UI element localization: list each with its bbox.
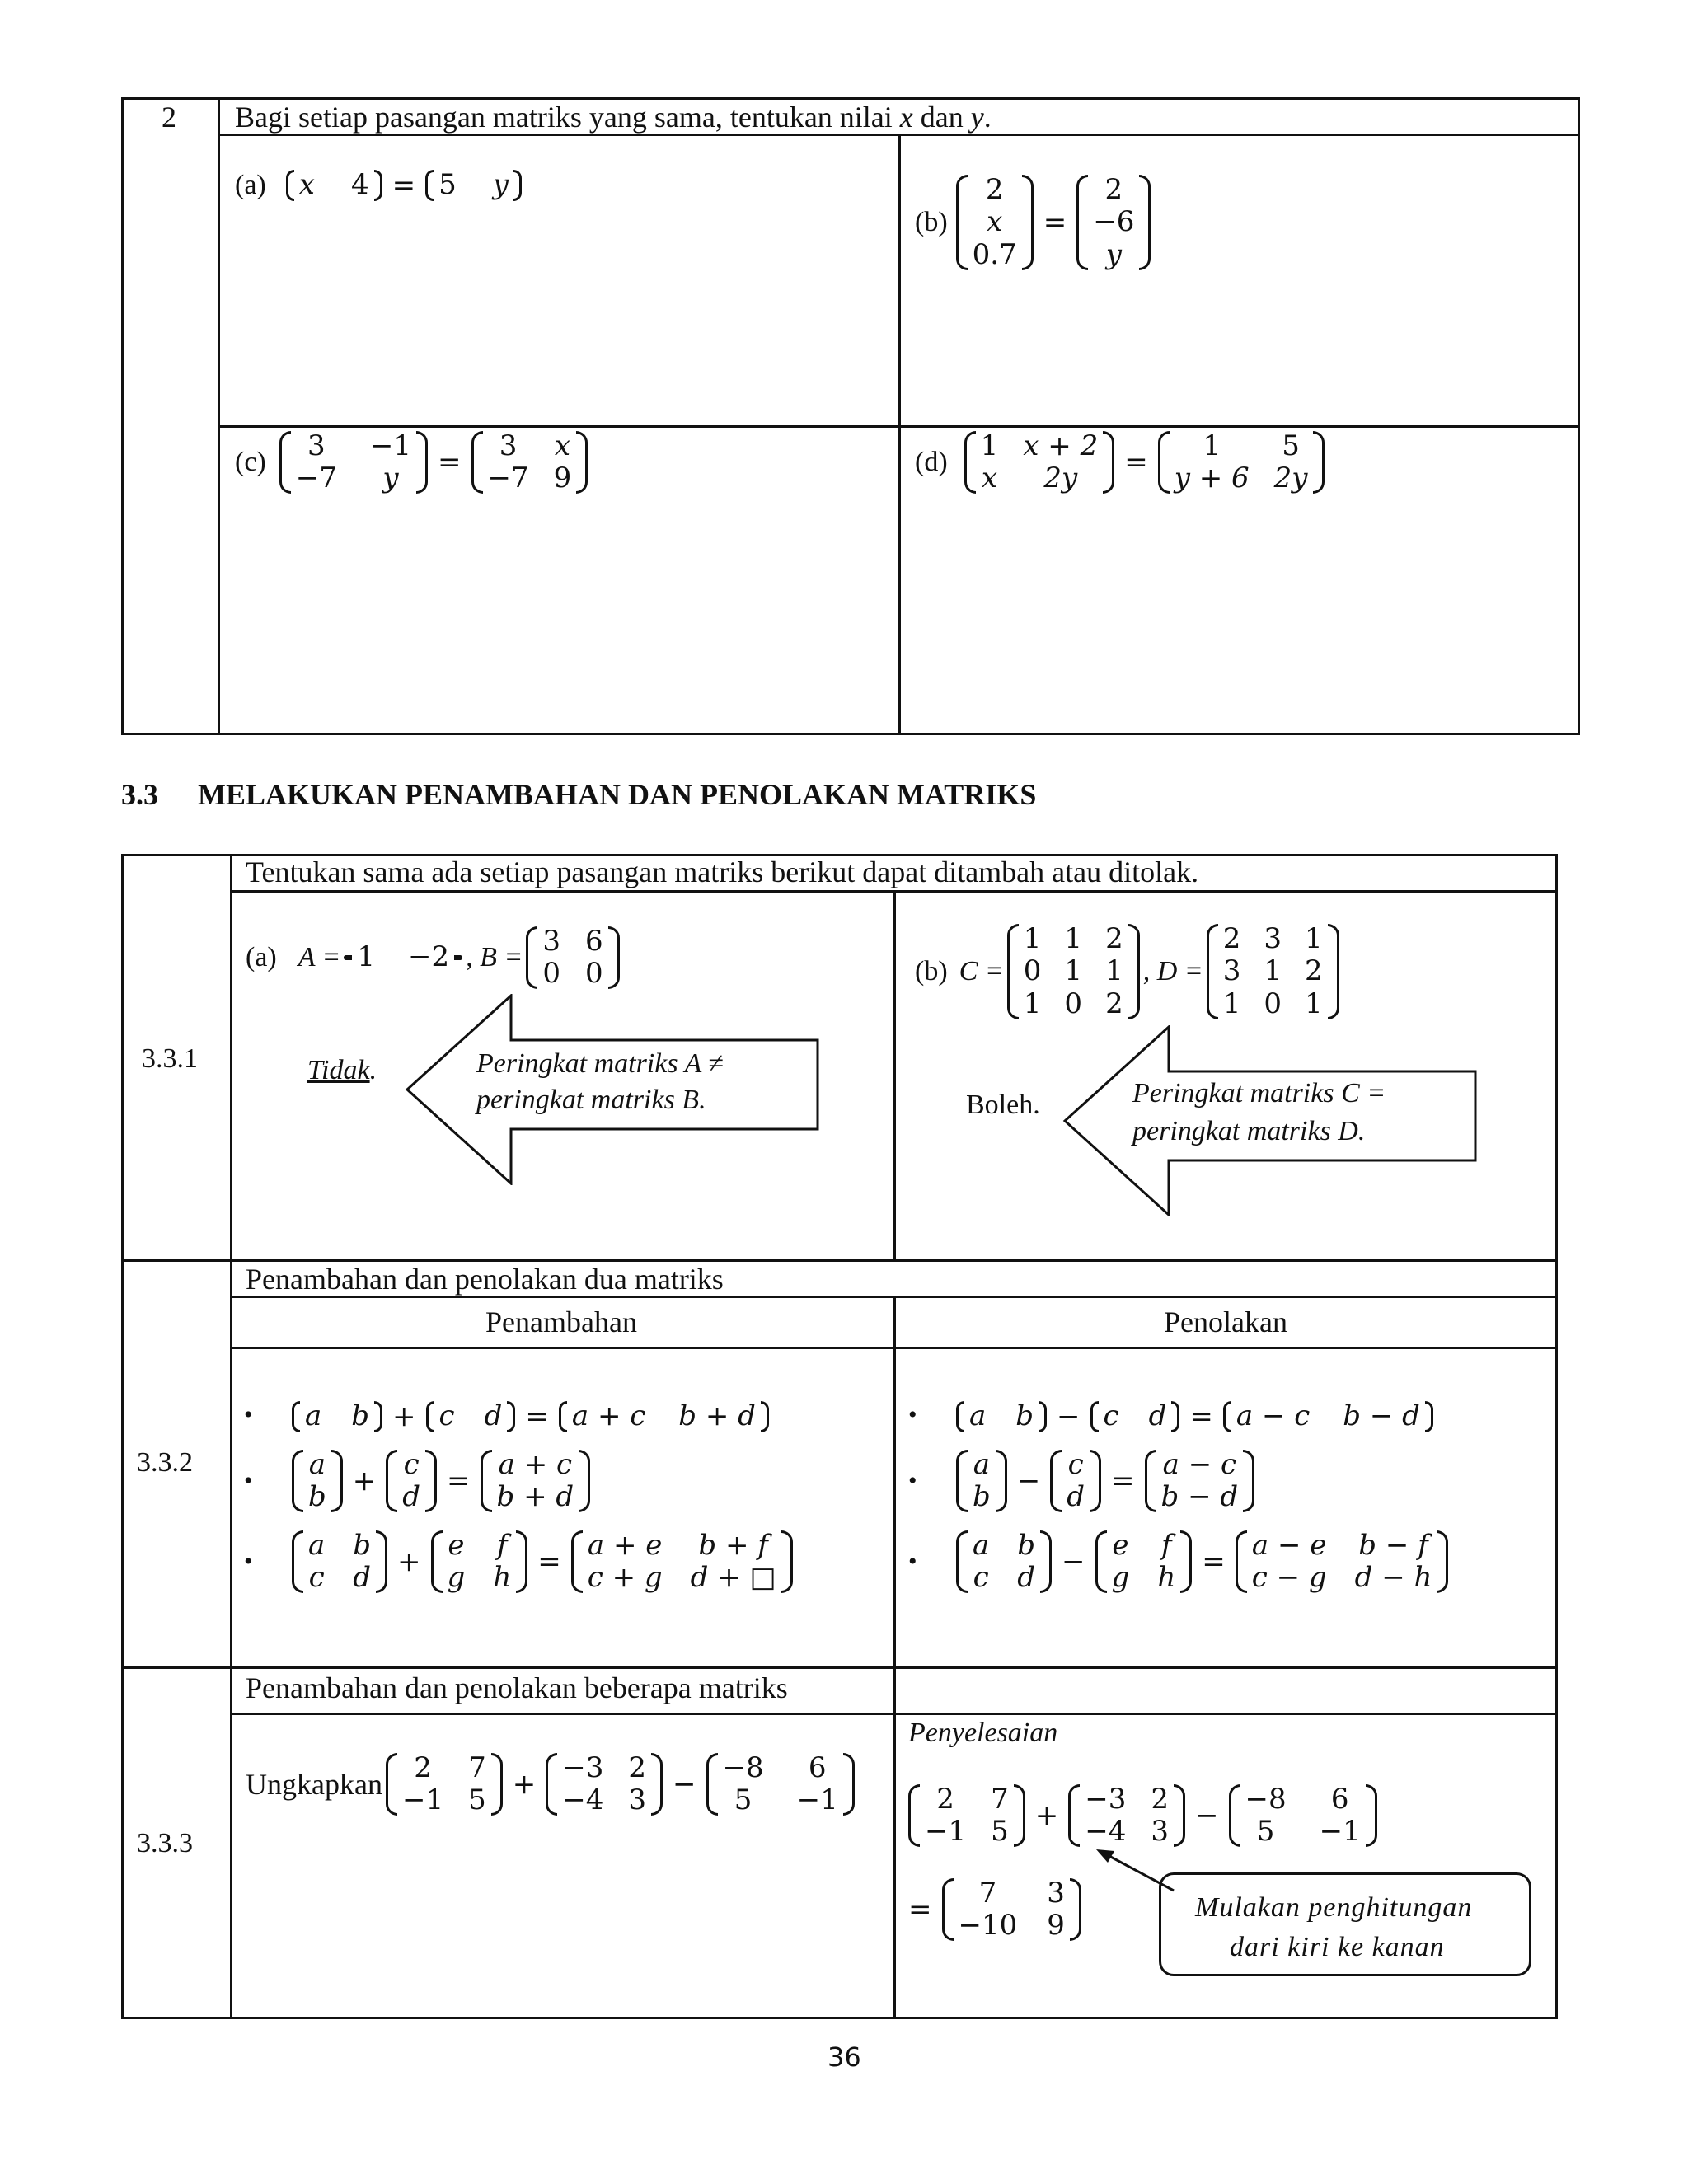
matrix-entry: 0.7 xyxy=(972,237,1017,271)
s332-header: Penambahan dan penolakan dua matriks xyxy=(246,1263,724,1296)
matrix-entry: 2 xyxy=(1304,954,1323,988)
s331-a-label: (a) xyxy=(246,942,277,972)
matrix-entry: 5 xyxy=(734,1783,753,1816)
square-matrix xyxy=(1236,1530,1449,1594)
matrix-B-eq: , B = xyxy=(466,942,523,972)
bullet: • xyxy=(908,1467,917,1494)
minus-sign: − xyxy=(1016,1465,1041,1497)
s333-header: Penambahan dan penolakan beberapa matriks xyxy=(246,1671,788,1704)
s331-mid-divider xyxy=(893,890,896,1261)
matrix-entry: h xyxy=(493,1561,512,1594)
row-matrix xyxy=(292,1401,382,1432)
plus-sign: + xyxy=(1034,1799,1059,1832)
matrix-entry: −1 xyxy=(1319,1815,1361,1848)
question-a xyxy=(235,165,525,206)
matrix-entry: −8 xyxy=(1245,1782,1287,1816)
question-b-right-matrix xyxy=(1076,172,1151,271)
plus-sign: + xyxy=(352,1465,377,1497)
square-matrix xyxy=(431,1530,528,1594)
s332-id: 3.3.2 xyxy=(137,1447,193,1478)
matrix-entry: −3 xyxy=(562,1750,604,1784)
matrix-entry: 3 xyxy=(1264,921,1282,955)
matrix-entry: −1 xyxy=(796,1783,838,1816)
s331-id: 3.3.1 xyxy=(142,1043,198,1074)
instruction-x: x xyxy=(899,101,913,134)
equals-sign: = xyxy=(1202,1545,1226,1578)
matrix-entry: 2 xyxy=(1222,921,1241,955)
matrix-D xyxy=(1207,921,1339,1020)
column-matrix xyxy=(1145,1447,1255,1513)
square-matrix xyxy=(571,1530,793,1594)
matrix-A xyxy=(344,940,462,975)
matrix-entry: x xyxy=(554,429,571,462)
matrix-entry: 3 xyxy=(542,924,560,958)
instruction-part2: dan xyxy=(912,101,971,134)
square-matrix xyxy=(1095,1530,1193,1594)
matrix-entry: −1 xyxy=(925,1815,967,1848)
matrix-entry: b xyxy=(353,1528,372,1562)
matrix-entry: 2y xyxy=(1043,462,1078,494)
matrix-entry: a xyxy=(973,1528,990,1562)
matrix-entry: y xyxy=(492,168,509,202)
row-matrix xyxy=(1223,1401,1433,1432)
matrix-entry: 1 xyxy=(1023,921,1042,955)
question-instruction xyxy=(235,102,992,132)
question-c-right-matrix xyxy=(471,431,588,494)
matrix-entry: 0 xyxy=(1023,954,1042,988)
matrix-entry: 1 xyxy=(1023,987,1042,1020)
matrix-entry: 2 xyxy=(1105,987,1123,1020)
s332-col-sub: Penolakan xyxy=(1164,1305,1287,1338)
add-row-1 xyxy=(288,1398,772,1436)
matrix-entry: −7 xyxy=(487,462,529,494)
equals-sign: = xyxy=(1043,206,1067,239)
question-c-label: (c) xyxy=(235,447,266,477)
matrix-entry: c xyxy=(403,1447,420,1481)
matrix-D-eq: , D = xyxy=(1142,956,1203,987)
matrix-entry: b xyxy=(1015,1399,1034,1433)
s331-a-arrow-text-2: peringkat matriks B. xyxy=(476,1085,706,1115)
matrix-entry: −10 xyxy=(958,1909,1018,1942)
matrix-entry: c xyxy=(1067,1447,1084,1481)
matrix-entry: 3 xyxy=(1222,954,1241,988)
matrix-entry: 0 xyxy=(584,957,603,990)
column-matrix xyxy=(481,1447,591,1513)
matrix-entry: 3 xyxy=(1151,1815,1170,1848)
matrix-entry: y xyxy=(1105,237,1122,271)
matrix-entry: d xyxy=(484,1399,503,1433)
question-d-label: (d) xyxy=(915,447,948,477)
main-table-id-column xyxy=(230,854,232,2019)
question-b xyxy=(915,165,1154,280)
matrix-entry: d xyxy=(1067,1480,1085,1513)
matrix-entry: 3 xyxy=(307,429,326,462)
square-matrix xyxy=(956,1530,1052,1594)
question-d-right-matrix xyxy=(1158,431,1325,494)
bullet: • xyxy=(908,1548,917,1575)
matrix-entry: 1 xyxy=(1105,954,1123,988)
matrix-entry: b − d xyxy=(1343,1399,1420,1433)
matrix-entry: g xyxy=(447,1561,466,1594)
s332-col-add: Penambahan xyxy=(485,1305,637,1338)
matrix-entry: 1 xyxy=(1304,921,1323,955)
matrix-entry: c xyxy=(1103,1399,1119,1433)
question-c-left-matrix xyxy=(279,431,428,494)
matrix-entry: 4 xyxy=(350,168,369,202)
matrix-entry: −4 xyxy=(1085,1815,1127,1848)
matrix-entry: f xyxy=(496,1528,508,1562)
add-row-2 xyxy=(288,1447,593,1515)
section-title: MELAKUKAN PENAMBAHAN DAN PENOLAKAN MATRIKS xyxy=(198,778,1037,811)
top-table-row-divider xyxy=(218,425,1580,428)
s331-a-answer-word: Tidak xyxy=(307,1055,370,1085)
section-number: 3.3 xyxy=(121,778,158,811)
matrix-entry: −1 xyxy=(369,429,411,462)
top-table-col-divider xyxy=(218,97,220,735)
matrix-entry: d + □ xyxy=(690,1561,776,1594)
page-number: 36 xyxy=(828,2041,861,2073)
matrix-entry: 1 xyxy=(1064,921,1083,955)
matrix-entry: a − c xyxy=(1162,1447,1237,1481)
matrix-entry: −1 xyxy=(401,1783,444,1816)
matrix-entry: b + f xyxy=(698,1528,768,1562)
matrix-entry: 1 xyxy=(1264,954,1282,988)
matrix-entry: 7 xyxy=(991,1782,1009,1816)
bullet: • xyxy=(244,1548,253,1575)
matrix-entry: 5 xyxy=(991,1815,1009,1848)
matrix-entry: d − h xyxy=(1354,1561,1432,1594)
square-matrix xyxy=(292,1530,387,1594)
minus-sign: − xyxy=(1195,1799,1219,1832)
expression-matrix-1 xyxy=(386,1750,503,1816)
matrix-entry: b xyxy=(1017,1528,1036,1562)
matrix-entry: a − e xyxy=(1251,1528,1327,1562)
question-a-label: (a) xyxy=(235,170,266,200)
matrix-entry: 6 xyxy=(808,1750,827,1784)
matrix-entry: f xyxy=(1160,1528,1172,1562)
matrix-entry: −4 xyxy=(562,1783,604,1816)
matrix-entry: 2 xyxy=(628,1750,646,1784)
expression-matrix-2 xyxy=(546,1750,663,1816)
matrix-entry: 6 xyxy=(1330,1782,1349,1816)
s333-result xyxy=(908,1874,1085,1945)
callout-text-1: Mulakan penghitungan xyxy=(1195,1892,1473,1923)
matrix-entry: y xyxy=(382,462,399,494)
matrix-entry: a xyxy=(969,1399,987,1433)
sub-row-1 xyxy=(953,1398,1437,1436)
matrix-entry: 5 xyxy=(438,168,457,202)
s333-id: 3.3.3 xyxy=(137,1828,193,1858)
matrix-entry: a + c xyxy=(498,1447,573,1481)
matrix-entry: x xyxy=(981,462,998,494)
matrix-entry: 2 xyxy=(936,1782,954,1816)
matrix-entry: 2 xyxy=(1104,172,1123,206)
matrix-entry: 3 xyxy=(499,429,518,462)
matrix-entry: a xyxy=(973,1447,991,1481)
matrix-entry: a xyxy=(308,1528,326,1562)
plus-sign: + xyxy=(512,1768,537,1801)
s331-b-answer: Boleh. xyxy=(966,1090,1040,1120)
matrix-entry: e xyxy=(448,1528,465,1562)
instruction-y: y xyxy=(970,101,984,134)
matrix-entry: −8 xyxy=(722,1750,764,1784)
s333-question-word: Ungkapkan xyxy=(246,1768,382,1801)
instruction-part3: . xyxy=(983,101,992,134)
matrix-entry: 1 xyxy=(1203,429,1221,462)
minus-sign: − xyxy=(1057,1400,1081,1433)
matrix-entry: a + c xyxy=(571,1399,646,1433)
equals-sign: = xyxy=(1189,1400,1213,1433)
solution-matrix-1 xyxy=(908,1784,1025,1848)
matrix-entry: c − g xyxy=(1251,1561,1327,1594)
matrix-entry: d xyxy=(1017,1561,1036,1594)
question-a-left-matrix xyxy=(286,170,382,200)
matrix-entry: g xyxy=(1111,1561,1130,1594)
matrix-entry: 5 xyxy=(1256,1815,1275,1848)
matrix-entry: 6 xyxy=(584,924,603,958)
equals-sign: = xyxy=(537,1545,561,1578)
matrix-entry: a − c xyxy=(1236,1399,1311,1433)
matrix-entry: c xyxy=(973,1561,989,1594)
equals-sign: = xyxy=(438,446,462,479)
matrix-entry: a xyxy=(308,1447,326,1481)
matrix-entry: b xyxy=(351,1399,370,1433)
column-matrix xyxy=(1050,1447,1101,1513)
matrix-entry: b − f xyxy=(1358,1528,1428,1562)
column-matrix xyxy=(292,1447,343,1513)
matrix-entry: 5 xyxy=(468,1783,486,1816)
sub-row-3 xyxy=(953,1526,1451,1597)
matrix-entry: −6 xyxy=(1093,205,1135,239)
bullet: • xyxy=(244,1401,253,1428)
s333-mid-divider xyxy=(893,1666,896,2019)
matrix-entry: x xyxy=(987,205,1003,239)
solution-matrix-3 xyxy=(1229,1784,1377,1848)
question-d-left-matrix xyxy=(964,431,1115,494)
matrix-entry: b xyxy=(973,1480,991,1513)
matrix-entry: x + 2 xyxy=(1023,429,1099,462)
matrix-entry: a + e xyxy=(587,1528,663,1562)
matrix-entry: −2 xyxy=(408,940,450,974)
bullet: • xyxy=(244,1467,253,1494)
question-b-label: (b) xyxy=(915,207,948,237)
expression-matrix-3 xyxy=(706,1750,855,1816)
row-matrix xyxy=(1090,1401,1180,1432)
matrix-entry: 2 xyxy=(1151,1782,1170,1816)
matrix-entry: 9 xyxy=(553,462,572,494)
s331-b-label: (b) xyxy=(915,956,948,987)
question-c xyxy=(235,429,591,496)
question-a-right-matrix xyxy=(425,170,522,200)
s331-b-expression xyxy=(915,921,1343,1022)
matrix-entry: 0 xyxy=(542,957,560,990)
matrix-A-eq: A = xyxy=(298,942,341,972)
result-matrix xyxy=(942,1878,1081,1942)
equals-sign: = xyxy=(1111,1465,1135,1497)
callout-text-2: dari kiri ke kanan xyxy=(1230,1932,1445,1962)
s333-solution-label: Penyelesaian xyxy=(908,1718,1058,1748)
matrix-entry: b + d xyxy=(678,1399,756,1433)
question-d xyxy=(915,429,1328,496)
matrix-entry: 7 xyxy=(978,1876,997,1910)
matrix-entry: c xyxy=(308,1561,325,1594)
s331-a-answer xyxy=(307,1057,377,1085)
s332-col-header-divider xyxy=(230,1347,1558,1349)
matrix-C-eq: C = xyxy=(959,956,1004,987)
matrix-entry: x xyxy=(298,168,315,202)
matrix-B xyxy=(526,926,619,990)
callout-arrow xyxy=(1088,1838,1179,1896)
question-number: 2 xyxy=(162,101,176,134)
matrix-entry: 2 xyxy=(414,1750,432,1784)
add-row-3 xyxy=(288,1526,796,1597)
matrix-entry: 3 xyxy=(1047,1876,1065,1910)
equals-sign: = xyxy=(1124,446,1148,479)
plus-sign: + xyxy=(397,1545,421,1578)
matrix-entry: b + d xyxy=(496,1480,574,1513)
matrix-entry: 3 xyxy=(628,1783,646,1816)
matrix-entry: h xyxy=(1157,1561,1176,1594)
matrix-entry: −7 xyxy=(295,462,337,494)
s331-bottom-divider xyxy=(121,1259,1558,1262)
equals-sign: = xyxy=(908,1893,932,1926)
question-b-left-matrix xyxy=(956,172,1034,271)
matrix-entry: −3 xyxy=(1085,1782,1127,1816)
row-matrix xyxy=(956,1401,1047,1432)
matrix-entry: c + g xyxy=(587,1561,663,1594)
s333-question xyxy=(246,1749,858,1820)
column-matrix xyxy=(956,1447,1007,1513)
s331-header: Tentukan sama ada setiap pasangan matriks berikut dapat ditambah atau ditolak. xyxy=(246,855,1199,888)
matrix-entry: 2y xyxy=(1273,462,1308,494)
s331-b-arrow-text-1: Peringkat matriks C = xyxy=(1132,1078,1386,1108)
matrix-entry: 1 xyxy=(1222,987,1241,1020)
matrix-entry: 1 xyxy=(1064,954,1083,988)
s331-a-answer-dot: . xyxy=(369,1055,377,1085)
row-matrix xyxy=(559,1401,769,1432)
sub-row-2 xyxy=(953,1447,1258,1515)
matrix-entry: y + 6 xyxy=(1174,462,1250,494)
top-table-mid-divider xyxy=(898,134,901,735)
bullet: • xyxy=(908,1401,917,1428)
matrix-entry: c xyxy=(438,1399,455,1433)
matrix-entry: e xyxy=(1112,1528,1129,1562)
matrix-entry: d xyxy=(1148,1399,1167,1433)
matrix-entry: b xyxy=(308,1480,326,1513)
column-matrix xyxy=(386,1447,437,1513)
matrix-entry: 2 xyxy=(1105,921,1123,955)
row-matrix xyxy=(426,1401,516,1432)
section-heading xyxy=(121,780,1036,809)
s331-b-arrow-text-2: peringkat matriks D. xyxy=(1132,1116,1366,1146)
s331-a-expression xyxy=(246,925,623,991)
matrix-entry: d xyxy=(353,1561,372,1594)
matrix-entry: 5 xyxy=(1282,429,1300,462)
equals-sign: = xyxy=(525,1400,549,1433)
matrix-entry: 1 xyxy=(357,940,375,974)
s332-bottom-divider xyxy=(121,1666,1558,1669)
matrix-entry: 9 xyxy=(1047,1909,1065,1942)
matrix-entry: 2 xyxy=(985,172,1004,206)
equals-sign: = xyxy=(447,1465,471,1497)
matrix-entry: 0 xyxy=(1064,987,1083,1020)
plus-sign: + xyxy=(392,1400,416,1433)
instruction-part1: Bagi setiap pasangan matriks yang sama, tentukan nilai xyxy=(235,101,900,134)
matrix-entry: a xyxy=(305,1399,322,1433)
minus-sign: − xyxy=(673,1768,696,1801)
matrix-entry: 1 xyxy=(980,429,999,462)
s331-a-arrow-text-1: Peringkat matriks A ≠ xyxy=(476,1048,724,1079)
s332-mid-divider xyxy=(893,1296,896,1666)
matrix-entry: 0 xyxy=(1264,987,1282,1020)
equals-sign: = xyxy=(392,169,416,202)
matrix-entry: b − d xyxy=(1160,1480,1239,1513)
matrix-entry: 1 xyxy=(1304,987,1323,1020)
matrix-entry: 7 xyxy=(468,1750,486,1784)
minus-sign: − xyxy=(1062,1545,1085,1578)
matrix-C xyxy=(1007,921,1140,1020)
matrix-entry: d xyxy=(402,1480,421,1513)
